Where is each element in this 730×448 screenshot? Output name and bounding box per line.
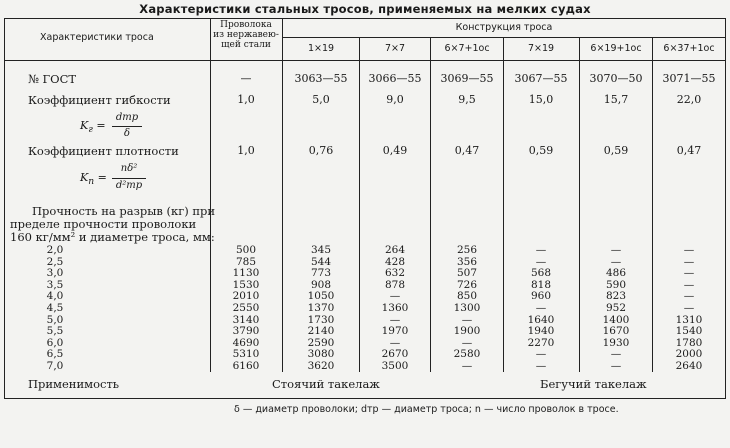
strength-cell: 6160 xyxy=(232,360,260,372)
table-title: Характеристики стальных тросов, применяемых на мелких судах xyxy=(139,2,591,16)
strength-cell: — xyxy=(535,244,547,256)
strength-cell: 1780 xyxy=(675,336,703,349)
strength-cell: 952 xyxy=(605,302,627,314)
table-left-border xyxy=(4,18,5,398)
diameter-cell: 3,5 xyxy=(46,278,64,291)
construction-header: 7×19 xyxy=(527,43,555,54)
strength-cell: — xyxy=(683,255,695,268)
strength-cell: 726 xyxy=(456,278,478,291)
strength-cell: — xyxy=(610,244,622,256)
strength-cell: 2640 xyxy=(675,360,703,372)
col-sep xyxy=(652,37,653,372)
table-top-border xyxy=(4,18,726,19)
flex-cell: 15,7 xyxy=(603,93,629,106)
strength-cell: — xyxy=(683,290,695,303)
dens-formula-lhs: $K_п$ = xyxy=(80,171,107,188)
gost-cell: 3070—50 xyxy=(589,72,643,85)
strength-cell: 5310 xyxy=(232,348,260,361)
formula-k: K xyxy=(80,171,89,184)
header-bottom-border xyxy=(4,60,726,61)
strength-cell: — xyxy=(610,348,622,361)
diameter-cell: 2,5 xyxy=(46,255,64,268)
flex-cell: 1,0 xyxy=(237,93,255,106)
flex-cell: 22,0 xyxy=(676,93,702,106)
strength-cell: 818 xyxy=(530,278,552,291)
col-sep xyxy=(359,37,360,372)
flex-cell: 9,5 xyxy=(458,93,476,106)
diameter-cell: 7,0 xyxy=(46,360,64,372)
strength-cell: — xyxy=(461,336,473,349)
header-stainless-line: из нержавею- xyxy=(213,30,279,40)
strength-cell: 3140 xyxy=(232,313,260,326)
formula-sub: п xyxy=(88,176,95,188)
group-header-border xyxy=(282,37,726,38)
flex-numerator: dтр xyxy=(115,112,139,123)
diameter-cell: 6,0 xyxy=(46,336,64,349)
header-characteristics: Характеристики троса xyxy=(40,32,154,43)
strength-cell: 878 xyxy=(384,278,406,291)
strength-cell: 773 xyxy=(310,267,332,280)
strength-cell: 356 xyxy=(456,255,478,268)
flex-cell: 5,0 xyxy=(312,93,330,106)
gost-cell: 3066—55 xyxy=(368,72,422,85)
diameter-cell: 3,0 xyxy=(46,267,64,280)
density-cell: 0,47 xyxy=(454,144,480,157)
strength-cell: 1730 xyxy=(307,313,335,326)
strength-cell: 1970 xyxy=(381,325,409,338)
strength-cell: 850 xyxy=(456,290,478,303)
strength-cell: — xyxy=(461,360,473,372)
flex-denominator: δ xyxy=(123,128,131,139)
flex-cell: 9,0 xyxy=(386,93,404,106)
diameter-cell: 4,5 xyxy=(46,302,64,314)
strength-label-line: пределе прочности проволоки xyxy=(10,217,197,231)
gost-cell: — xyxy=(240,72,252,85)
col-sep xyxy=(430,37,431,372)
strength-label xyxy=(10,205,215,244)
applicability-running: Бегучий такелаж xyxy=(540,377,647,391)
strength-cell: 1310 xyxy=(675,313,703,326)
strength-cell: — xyxy=(683,244,695,256)
strength-cell: 428 xyxy=(384,255,406,268)
diameter-cell: 5,0 xyxy=(46,313,64,326)
strength-cell: 4690 xyxy=(232,336,260,349)
strength-cell: 3620 xyxy=(307,360,335,372)
footnote: δ — диаметр проволоки; dтр — диаметр троса; n — число проволок в тросе. xyxy=(234,404,619,415)
construction-header: 6×37+1ос xyxy=(663,43,715,54)
strength-cell: 1370 xyxy=(307,302,335,314)
construction-header: 6×7+1ос xyxy=(444,43,490,54)
header-stainless-line: щей стали xyxy=(221,40,271,50)
strength-cell: — xyxy=(535,348,547,361)
table xyxy=(4,18,726,416)
strength-cell: 3500 xyxy=(381,360,409,372)
dens-numerator: nδ² xyxy=(120,163,138,174)
density-cell: 0,59 xyxy=(528,144,554,157)
col-sep xyxy=(210,18,211,372)
dens-frac-bar xyxy=(112,178,146,179)
strength-cell: — xyxy=(461,313,473,326)
strength-cell: 264 xyxy=(384,244,406,256)
strength-cell: 2270 xyxy=(527,336,555,349)
strength-cell: 1670 xyxy=(602,325,630,338)
strength-cell: 568 xyxy=(530,267,552,280)
strength-cell: 1540 xyxy=(675,325,703,338)
construction-header: 7×7 xyxy=(384,43,406,54)
strength-cell: — xyxy=(389,336,401,349)
gost-cell: 3063—55 xyxy=(294,72,348,85)
formula-sub: г xyxy=(88,124,93,136)
diameter-cell: 5,5 xyxy=(46,325,64,338)
strength-cell: 1130 xyxy=(232,267,260,280)
formula-k: K xyxy=(80,119,89,132)
flex-frac-bar xyxy=(112,126,142,127)
strength-cell: 3790 xyxy=(232,325,260,338)
strength-cell: — xyxy=(389,313,401,326)
flex-cell: 15,0 xyxy=(528,93,554,106)
strength-label-line: 160 кг/мм² и диаметре троса, мм: xyxy=(10,230,215,244)
strength-cell: 2010 xyxy=(232,290,260,303)
strength-cell: 960 xyxy=(530,290,552,303)
strength-cell: 507 xyxy=(456,267,478,280)
strength-cell: 345 xyxy=(310,244,332,256)
header-stainless-line: Проволока xyxy=(220,20,272,30)
diameter-cell: 6,5 xyxy=(46,348,64,361)
strength-cell: 1400 xyxy=(602,313,630,326)
strength-cell: 2590 xyxy=(307,336,335,349)
strength-cell: — xyxy=(610,255,622,268)
strength-cell: 1300 xyxy=(453,302,481,314)
strength-cell: 590 xyxy=(605,278,627,291)
table-right-border xyxy=(725,18,726,398)
density-cell: 0,76 xyxy=(308,144,334,157)
strength-cell: — xyxy=(683,278,695,291)
strength-cell: 256 xyxy=(456,244,478,256)
strength-cell: 2140 xyxy=(307,325,335,338)
strength-cell: 1900 xyxy=(453,325,481,338)
strength-label-line: Прочность на разрыв (кг) при xyxy=(32,204,216,218)
header-stainless xyxy=(210,20,282,50)
strength-cell: — xyxy=(610,360,622,372)
gost-cell: 3067—55 xyxy=(514,72,568,85)
strength-cell: 2550 xyxy=(232,302,260,314)
strength-cell: — xyxy=(683,302,695,314)
strength-cell: — xyxy=(535,255,547,268)
strength-cell: 2670 xyxy=(381,348,409,361)
diameter-cell: 2,0 xyxy=(46,244,64,256)
density-cell: 1,0 xyxy=(237,144,255,157)
strength-cell: — xyxy=(389,290,401,303)
strength-cell: — xyxy=(535,360,547,372)
construction-header: 1×19 xyxy=(307,43,335,54)
header-construction-group: Конструкция троса xyxy=(455,22,553,33)
col-sep xyxy=(579,37,580,372)
col-sep xyxy=(503,37,504,372)
dens-denominator: d²тр xyxy=(115,180,143,191)
gost-cell: 3069—55 xyxy=(440,72,494,85)
strength-cell: 908 xyxy=(310,278,332,291)
strength-cell: 500 xyxy=(235,244,257,256)
row-label-gost: № ГОСТ xyxy=(28,72,77,86)
strength-cell: — xyxy=(683,267,695,280)
strength-cell: 2580 xyxy=(453,348,481,361)
strength-cell: 1640 xyxy=(527,313,555,326)
strength-cell: 1940 xyxy=(527,325,555,338)
strength-cell: 3080 xyxy=(307,348,335,361)
strength-cell: 486 xyxy=(605,267,627,280)
strength-cell: 1930 xyxy=(602,336,630,349)
strength-cell: 1050 xyxy=(307,290,335,303)
row-label-applicability: Применимость xyxy=(28,377,120,391)
density-cell: 0,47 xyxy=(676,144,702,157)
gost-cell: 3071—55 xyxy=(662,72,716,85)
strength-cell: 785 xyxy=(235,255,257,268)
applicability-standing: Стоячий такелаж xyxy=(272,377,380,391)
strength-cell: 1360 xyxy=(381,302,409,314)
strength-cell: 2000 xyxy=(675,348,703,361)
density-cell: 0,49 xyxy=(382,144,408,157)
diameter-cell: 4,0 xyxy=(46,290,64,303)
table-bottom-border xyxy=(4,398,726,399)
flex-formula-lhs: $K_г$ = xyxy=(80,119,106,136)
strength-cell: 823 xyxy=(605,290,627,303)
strength-cell: 544 xyxy=(310,255,332,268)
construction-header: 6×19+1ос xyxy=(590,43,642,54)
density-cell: 0,59 xyxy=(603,144,629,157)
strength-cell: 1530 xyxy=(232,278,260,291)
row-label-flex: Коэффициент гибкости xyxy=(28,93,171,107)
row-label-density: Коэффициент плотности xyxy=(28,144,179,158)
strength-cell: 632 xyxy=(384,267,406,280)
strength-cell: — xyxy=(535,302,547,314)
col-sep xyxy=(282,18,283,372)
